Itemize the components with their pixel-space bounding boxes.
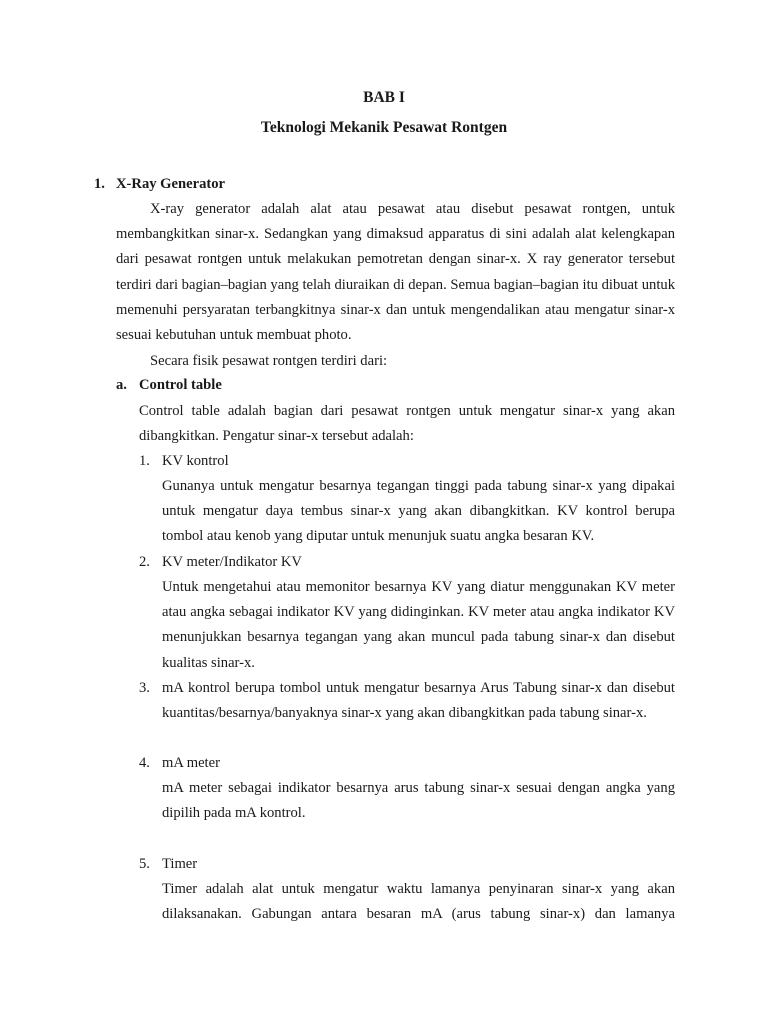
section-number: 1. [94, 176, 105, 192]
list-item-body: Gunanya untuk mengatur besarnya tegangan tinggi pada tabung sinar-x yang dipakai untuk mengatur daya tembus sinar-x yang akan dibangkitkan. KV kontrol berupa tombol atau kenob yang diputar untuk menunjuk suatu angka besaran KV. [162, 478, 675, 545]
list-item-number: 3. [139, 680, 150, 696]
list-item-label: Timer [162, 856, 198, 872]
chapter-label: BAB I [363, 89, 405, 106]
subsection-intro: Control table adalah bagian dari pesawat rontgen untuk mengatur sinar-x yang akan dibangkitkan. Pengatur sinar-x tersebut adalah: [139, 403, 675, 445]
section-paragraph-2: Secara fisik pesawat rontgen terdiri dari: [150, 353, 388, 369]
list-item-number: 1. [139, 453, 150, 469]
subsection-letter: a. [116, 377, 127, 393]
list-item-number: 4. [139, 755, 150, 771]
list-item-label: KV kontrol [162, 453, 229, 469]
chapter-title: Teknologi Mekanik Pesawat Rontgen [260, 119, 508, 136]
list-item-body: Timer adalah alat untuk mengatur waktu lamanya penyinaran sinar-x yang akan dilaksanakan. Gabungan antara besaran mA (arus tabung sinar-x) dan lamanya [162, 881, 675, 923]
list-item-label: mA meter [162, 755, 220, 771]
section-paragraph-1: X-ray generator adalah alat atau pesawat atau disebut pesawat rontgen, untuk membangkitkan sinar-x. Sedangkan yang dimaksud apparatus di sini adalah alat kelengkapan dari pesawat rontgen untuk melakukan pemotretan dengan sinar-x. X ray generator tersebut terdiri dari bagian–bagian yang telah diuraikan di depan. Semua bagian–bagian itu dibuat untuk memenuhi persyaratan terbangkitnya sinar-x dan untuk mengendalikan atau mengatur sinar-x sesuai kebutuhan untuk membuat photo. [116, 201, 675, 344]
list-item-body: mA kontrol berupa tombol untuk mengatur besarnya Arus Tabung sinar-x dan disebut kuantitas/besarnya/banyaknya sinar-x yang akan dibangkitkan pada tabung sinar-x. [162, 680, 675, 722]
list-item-number: 5. [139, 856, 150, 872]
list-item-label: KV meter/Indikator KV [162, 554, 302, 570]
section-heading: X-Ray Generator [116, 176, 226, 192]
list-item-body: Untuk mengetahui atau memonitor besarnya KV yang diatur menggunakan KV meter atau angka sebagai indikator KV yang didinginkan. KV meter atau angka indikator KV menunjukkan besarnya tegangan yang akan muncul pada tabung sinar-x dan disebut kualitas sinar-x. [162, 579, 675, 671]
subsection-heading: Control table [139, 377, 222, 393]
list-item-number: 2. [139, 554, 150, 570]
list-item-body: mA meter sebagai indikator besarnya arus tabung sinar-x sesuai dengan angka yang dipilih pada mA kontrol. [162, 780, 675, 822]
